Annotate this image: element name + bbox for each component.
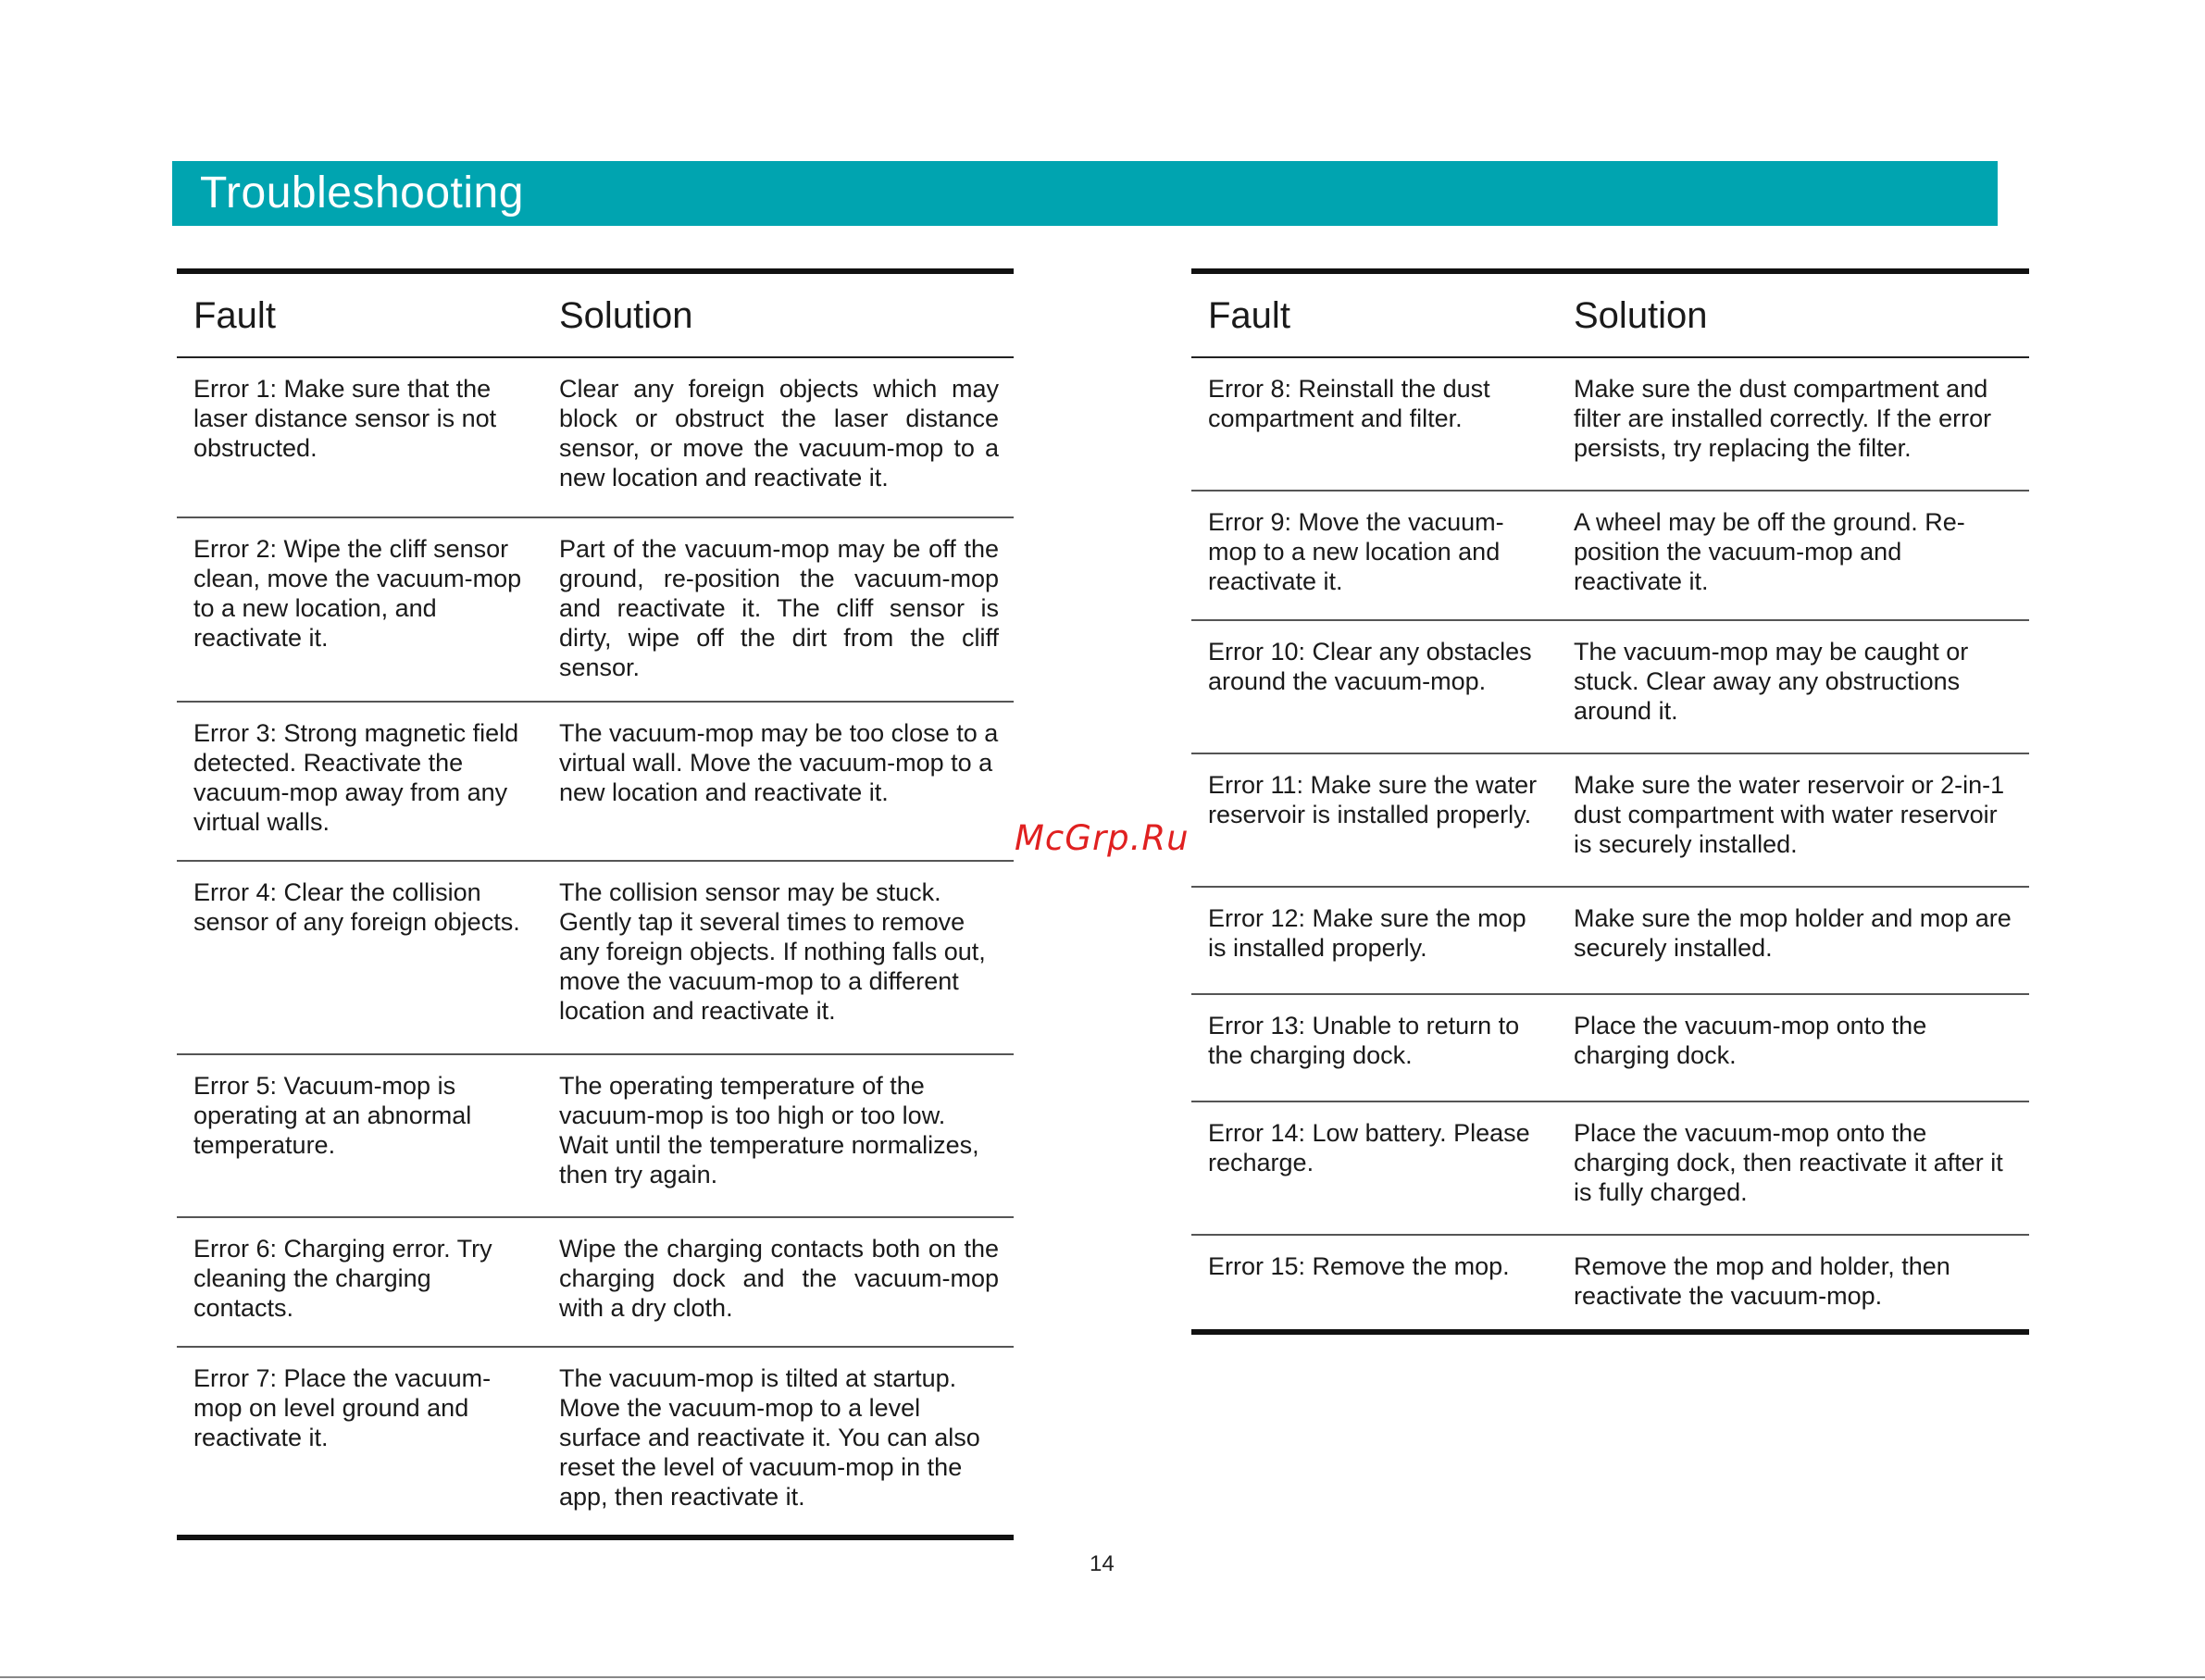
- page-bottom-divider: [0, 1676, 2205, 1678]
- table-header-row: [177, 271, 1014, 357]
- solution-cell: Remove the mop and holder, then reactivate the vacuum-mop.: [1574, 1252, 1950, 1310]
- table-row: [177, 357, 1014, 517]
- solution-cell: The collision sensor may be stuck. Gently tap it several times to remove any foreign objects. If nothing falls out, move the vacuum-mop to a different location and reactivate it.: [542, 861, 1014, 1054]
- solution-cell: Make sure the dust compartment and filter are installed correctly. If the error persists, try replacing the filter.: [1557, 357, 2029, 491]
- table-row: [177, 861, 1014, 1054]
- fault-cell: Error 7: Place the vacuum-mop on level ground and reactivate it.: [193, 1364, 492, 1451]
- table-row: [177, 702, 1014, 861]
- fault-column-header: Fault: [1191, 271, 1557, 357]
- solution-cell: Make sure the mop holder and mop are securely installed.: [1557, 887, 2029, 994]
- table-row: [1191, 620, 2029, 753]
- fault-cell: Error 9: Move the vacuum-mop to a new location and reactivate it.: [1191, 491, 1557, 620]
- solution-cell: The operating temperature of the vacuum-mop is too high or too low. Wait until the temperature normalizes, then try again.: [542, 1054, 1014, 1217]
- fault-cell: Error 13: Unable to return to the charging dock.: [1191, 994, 1557, 1101]
- page-title: Troubleshooting: [200, 168, 524, 218]
- solution-cell: The vacuum-mop may be too close to a virtual wall. Move the vacuum-mop to a new location and reactivate it.: [542, 702, 1014, 861]
- solution-column-header: Solution: [1557, 271, 2029, 357]
- table-row: [1191, 491, 2029, 620]
- fault-cell: Error 5: Vacuum-mop is operating at an abnormal temperature.: [177, 1054, 542, 1217]
- solution-cell: Wipe the charging contacts both on the charging dock and the vacuum-mop with a dry cloth.: [542, 1217, 1014, 1347]
- table-row: [177, 1054, 1014, 1217]
- fault-cell: Error 14: Low battery. Please recharge.: [1191, 1101, 1557, 1235]
- fault-cell: Error 3: Strong magnetic field detected. Reactivate the vacuum-mop away from any virtual walls.: [177, 702, 542, 861]
- fault-column-header: Fault: [177, 271, 542, 357]
- fault-cell: Error 1: Make sure that the laser distance sensor is not obstructed.: [177, 357, 542, 517]
- solution-cell: Place the vacuum-mop onto the charging dock.: [1557, 994, 2029, 1101]
- fault-cell: Error 4: Clear the collision sensor of any foreign objects.: [177, 861, 542, 1054]
- solution-column-header: Solution: [542, 271, 1014, 357]
- solution-cell: The vacuum-mop may be caught or stuck. Clear away any obstructions around it.: [1557, 620, 2029, 753]
- table-row: [1191, 357, 2029, 491]
- table-row: [1191, 1101, 2029, 1235]
- table-row: [1191, 1235, 2029, 1332]
- troubleshooting-table-right: [1191, 268, 2029, 1335]
- watermark-text: McGrp.Ru: [1015, 818, 1190, 858]
- table-row: [1191, 887, 2029, 994]
- fault-cell: Error 12: Make sure the mop is installed properly.: [1191, 887, 1557, 994]
- fault-cell: Error 15: Remove the mop.: [1208, 1252, 1510, 1280]
- solution-cell: A wheel may be off the ground. Re-position the vacuum-mop and reactivate it.: [1557, 491, 2029, 620]
- solution-cell: Clear any foreign objects which may block or obstruct the laser distance sensor, or move the vacuum-mop to a new location and reactivate it.: [542, 357, 1014, 517]
- solution-cell: Part of the vacuum-mop may be off the ground, re-position the vacuum-mop and reactivate it. The cliff sensor is dirty, wipe off the dirt from the cliff sensor.: [542, 517, 1014, 702]
- solution-cell: Place the vacuum-mop onto the charging dock, then reactivate it after it is fully charged.: [1557, 1101, 2029, 1235]
- section-banner: [172, 161, 1998, 226]
- page-number: 14: [1090, 1551, 1115, 1576]
- table-row: [1191, 753, 2029, 887]
- table-row: [177, 1347, 1014, 1537]
- fault-cell: Error 10: Clear any obstacles around the vacuum-mop.: [1191, 620, 1557, 753]
- table-row: [177, 517, 1014, 702]
- fault-cell: Error 8: Reinstall the dust compartment and filter.: [1191, 357, 1557, 491]
- fault-cell: Error 2: Wipe the cliff sensor clean, move the vacuum-mop to a new location, and reactivate it.: [177, 517, 542, 702]
- table-header-row: [1191, 271, 2029, 357]
- solution-cell: Make sure the water reservoir or 2-in-1 dust compartment with water reservoir is securely installed.: [1557, 753, 2029, 887]
- table-row: [177, 1217, 1014, 1347]
- fault-cell: Error 11: Make sure the water reservoir is installed properly.: [1191, 753, 1557, 887]
- fault-cell: Error 6: Charging error. Try cleaning the charging contacts.: [177, 1217, 542, 1347]
- table-row: [1191, 994, 2029, 1101]
- solution-cell: The vacuum-mop is tilted at startup. Move the vacuum-mop to a level surface and reactivate it. You can also reset the level of vacuum-mop in the app, then reactivate it.: [559, 1364, 980, 1511]
- troubleshooting-table-left: [177, 268, 1014, 1540]
